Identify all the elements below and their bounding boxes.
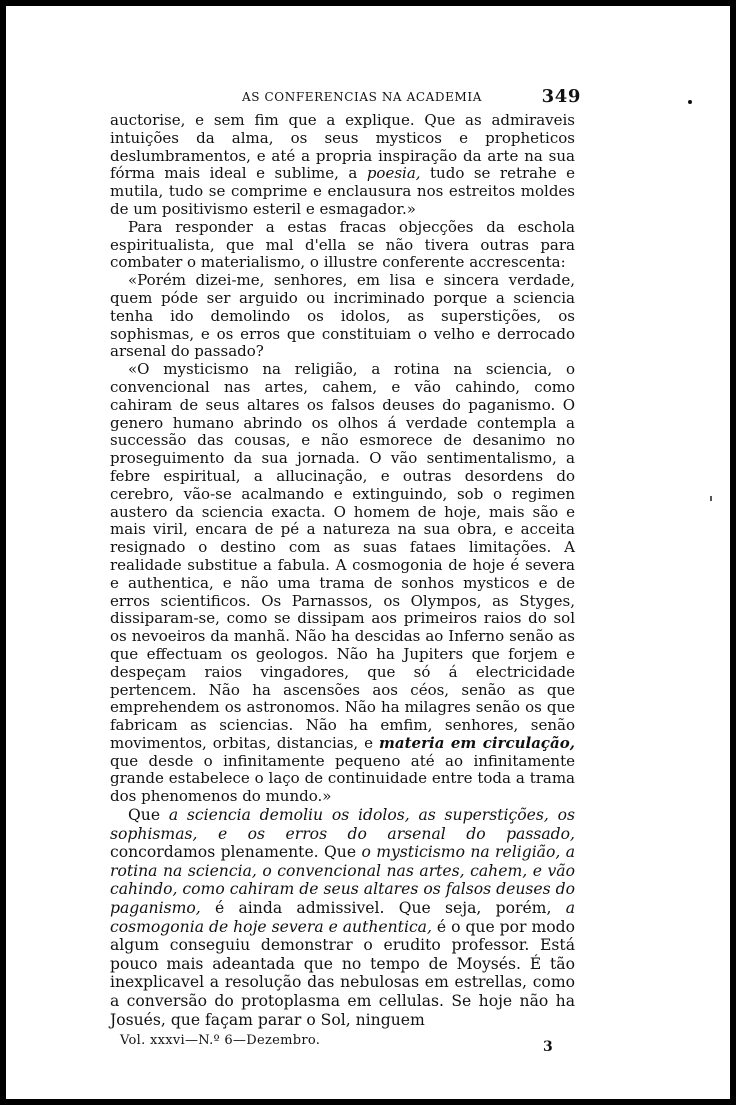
paragraph bbox=[110, 272, 575, 361]
margin-dot bbox=[688, 100, 692, 104]
book-page bbox=[110, 84, 581, 1056]
italic-run: o mysticismo na religião, a rotina na sciencia, o convencional nas artes, cahem, e vão cahindo, como cahiram de seus altares os falsos deuses do paganismo, bbox=[110, 843, 575, 918]
text-run: é o que por modo algum conseguiu demonstrar o erudito professor. Está pouco mais adeantada que no tempo de Moysés. É tão inexplicavel a resolução das nebulosas em estrellas, como a conversão do protoplasma em cellulas. Se hoje não ha Josués, que façam parar o Sol, ninguem bbox=[110, 917, 575, 1029]
italic-run: a sciencia demoliu os idolos, as superstições, os sophismas, e os erros do arsenal do passado, bbox=[110, 806, 575, 843]
signature-mark: 3 bbox=[542, 1039, 553, 1056]
volume-line: Vol. xxxvi—N.º 6—Dezembro. bbox=[120, 1033, 321, 1049]
italic-run: a cosmogonia de hoje severa e authentica, bbox=[110, 899, 575, 936]
italic-run: materia em circulação, bbox=[379, 733, 575, 752]
paragraph bbox=[110, 219, 575, 272]
text-run: Para responder a estas fracas objecções da eschola espiritualista, que mal d'ella se não tivera outras para combater o materialismo, o illustre conferente accrescenta: bbox=[110, 217, 575, 272]
text-run: «O mysticismo na religião, a rotina na sciencia, o convencional nas artes, cahem, e vão cahindo, como cahiram de seus altares os falsos deuses do paganismo. O genero humano abrindo os olhos á verdade contempla a successão das cousas, e não esmorece de desanimo no proseguimento da sua jornada. O vão sentimentalismo, a febre espiritual, a allucinação, e outras desordens do cerebro, vão-se acalmando e extinguindo, sob o regimen austero da sciencia exacta. O homem de hoje, mais são e mais viril, encara de pé a natureza na sua obra, e acceita resignado o destino com as suas fataes limitações. A realidade substitue a fabula. A cosmogonia de hoje é severa e authentica, e não uma trama de sonhos mysticos e de erros scientificos. Os Parnassos, os Olympos, as Styges, dissiparam-se, como se dissipam aos primeiros raios do sol os nevoeiros da manhã. Não ha descidas ao Inferno senão as que effectuam os geologos. Não ha Jupiters que forjem e despeçam raios vingadores, que só á electricidade pertencem. Não ha ascensões aos céos, senão as que emprehendem os astronomos. Não ha milagres senão os que fabricam as sciencias. Não ha emfim, senhores, senão movimentos, orbitas, distancias, e bbox=[110, 360, 575, 752]
text-run: é ainda admissivel. Que seja, porém, bbox=[200, 899, 566, 918]
text-run: Que bbox=[128, 806, 169, 825]
paragraph bbox=[110, 361, 575, 806]
paragraph bbox=[110, 112, 575, 219]
text-run: auctorise, e sem fim que a explique. Que as admiraveis intuições da alma, os seus mysticos e propheticos deslumbramentos, e até a propria inspiração da arte na sua fórma mais ideal e sublime, a bbox=[110, 111, 575, 183]
paragraph bbox=[110, 806, 575, 1029]
page-footer bbox=[110, 1033, 575, 1055]
body-text bbox=[110, 112, 575, 1029]
page-number: 349 bbox=[541, 86, 581, 107]
text-run: concordamos plenamente. Que bbox=[110, 843, 362, 862]
text-run: que desde o infinitamente pequeno até ao infinitamente grande estabelece o laço de continuidade entre toda a trama dos phenomenos do mundo.» bbox=[110, 751, 575, 806]
margin-speck bbox=[710, 496, 712, 501]
running-head bbox=[110, 84, 581, 112]
italic-run: poesia, bbox=[366, 164, 421, 183]
text-run: tudo se retrahe e mutila, tudo se comprime e enclausura nos estreitos moldes de um positivismo esteril e esmagador.» bbox=[110, 164, 576, 218]
text-run: «Porém dizei-me, senhores, em lisa e sincera verdade, quem póde ser arguido ou incriminado porque a sciencia tenha ido demolindo os idolos, as superstições, os sophismas, e os erros que constituiam o velho e derrocado arsenal do passado? bbox=[110, 271, 575, 361]
running-title: AS CONFERENCIAS NA ACADEMIA bbox=[242, 90, 482, 104]
